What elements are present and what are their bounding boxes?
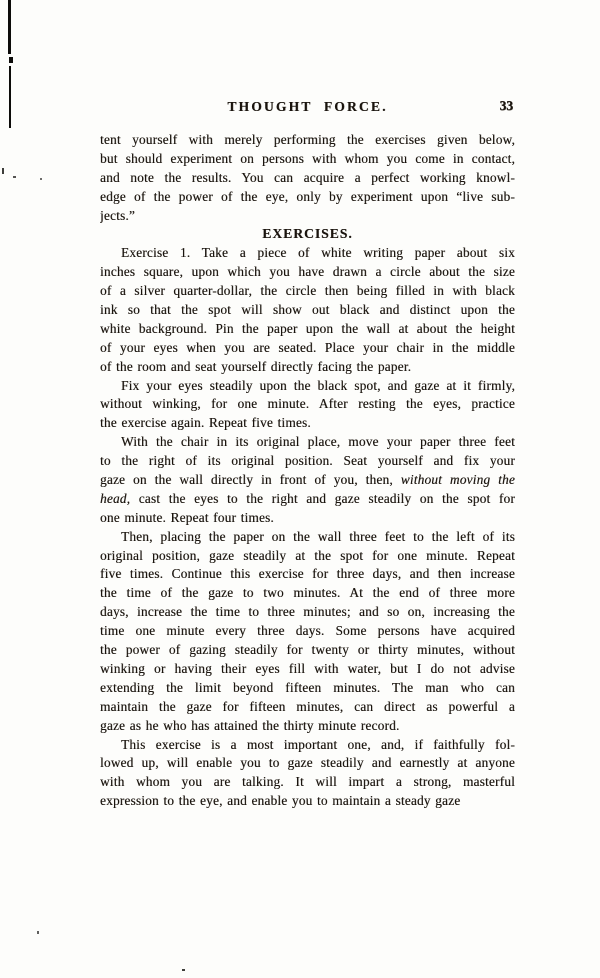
scan-artifact-speck <box>37 931 39 934</box>
text-line: gaze as he who has attained the thirty minute record. <box>100 717 400 733</box>
exercise-paragraphs <box>100 244 515 811</box>
text-line: ink so that the spot will show out black and distinct upon the <box>100 302 515 318</box>
page-header <box>100 98 515 117</box>
text-line: Then, placing the paper on the wall three feet to the left of its <box>121 528 515 544</box>
text-line: edge of the power of the eye, only by experiment upon “live sub- <box>100 188 515 204</box>
text-line: time one minute every three days. Some persons have acquired <box>100 623 515 639</box>
text-line: tent yourself with merely performing the exercises given below, <box>100 132 515 147</box>
paragraph <box>100 736 515 812</box>
text-line: Fix your eyes steadily upon the black spot, and gaze at it firmly, <box>121 377 515 393</box>
text-line: of a silver quarter-dollar, the circle then being filled in with black <box>100 283 515 299</box>
text-line: of the room and seat yourself directly facing the paper. <box>100 358 412 374</box>
text-line: Exercise 1. Take a piece of white writing paper about six <box>121 245 515 261</box>
scan-artifact-vertical-line-lower <box>9 66 11 128</box>
scan-artifact-vertical-line <box>8 0 11 54</box>
text-line: jects.” <box>100 207 135 223</box>
paragraph <box>100 244 515 376</box>
text-line: without winking, for one minute. After resting the eyes, practice <box>100 396 515 412</box>
text-line: inches square, upon which you have drawn a circle about the size <box>100 264 515 280</box>
text-line: lowed up, will enable you to gaze steadily and earnestly at anyone <box>100 755 515 771</box>
scan-artifact-speck <box>40 178 42 180</box>
text-line: expression to the eye, and enable you to maintain a steady gaze <box>100 793 461 809</box>
text-line: the time of the gaze to two minutes. At the end of three more <box>100 585 515 601</box>
text-line: with whom you are talking. It will impart a strong, masterful <box>100 774 515 790</box>
text-line: the power of gazing steadily for twenty or thirty minutes, without <box>100 642 515 658</box>
scan-artifact-blob <box>9 57 13 63</box>
text-line: the exercise again. Repeat five times. <box>100 415 311 431</box>
scan-artifact-speck <box>182 969 185 971</box>
text-line: head, cast the eyes to the right and gaze steadily on the spot for <box>100 490 515 506</box>
text-line: gaze on the wall directly in front of you, then, without moving the <box>100 472 515 488</box>
text-line: to the right of its original position. Seat yourself and fix your <box>100 453 515 469</box>
page-number: 33 <box>499 98 513 113</box>
text-line: of your eyes when you are seated. Place your chair in the middle <box>100 339 515 355</box>
section-heading: EXERCISES. <box>262 226 353 242</box>
text-line: maintain the gaze for fifteen minutes, can direct as powerful a <box>100 698 515 714</box>
text-line: winking or having their eyes fill with water, but I do not advise <box>100 660 515 676</box>
text-line: days, increase the time to three minutes; and so on, increasing the <box>100 604 515 620</box>
text-line: This exercise is a most important one, and, if faithfully fol- <box>121 736 515 752</box>
text-line: and note the results. You can acquire a perfect working knowl- <box>100 169 515 185</box>
text-line: one minute. Repeat four times. <box>100 509 274 525</box>
text-line: white background. Pin the paper upon the wall at about the height <box>100 320 515 336</box>
text-line: With the chair in its original place, move your paper three feet <box>121 434 515 450</box>
paragraph <box>100 433 515 527</box>
intro-paragraph <box>100 131 515 225</box>
running-title: THOUGHT FORCE. <box>227 99 388 114</box>
text-line: five times. Continue this exercise for three days, and then increase <box>100 566 515 582</box>
paragraph <box>100 377 515 434</box>
paragraph <box>100 528 515 736</box>
text-line: original position, gaze steadily at the spot for one minute. Repeat <box>100 547 515 563</box>
scan-artifact-speck <box>13 176 16 178</box>
text-block <box>100 131 515 811</box>
text-line: extending the limit beyond fifteen minutes. The man who can <box>100 679 515 695</box>
scan-artifact-speck <box>2 168 4 174</box>
text-line: but should experiment on persons with whom you come in contact, <box>100 150 515 166</box>
